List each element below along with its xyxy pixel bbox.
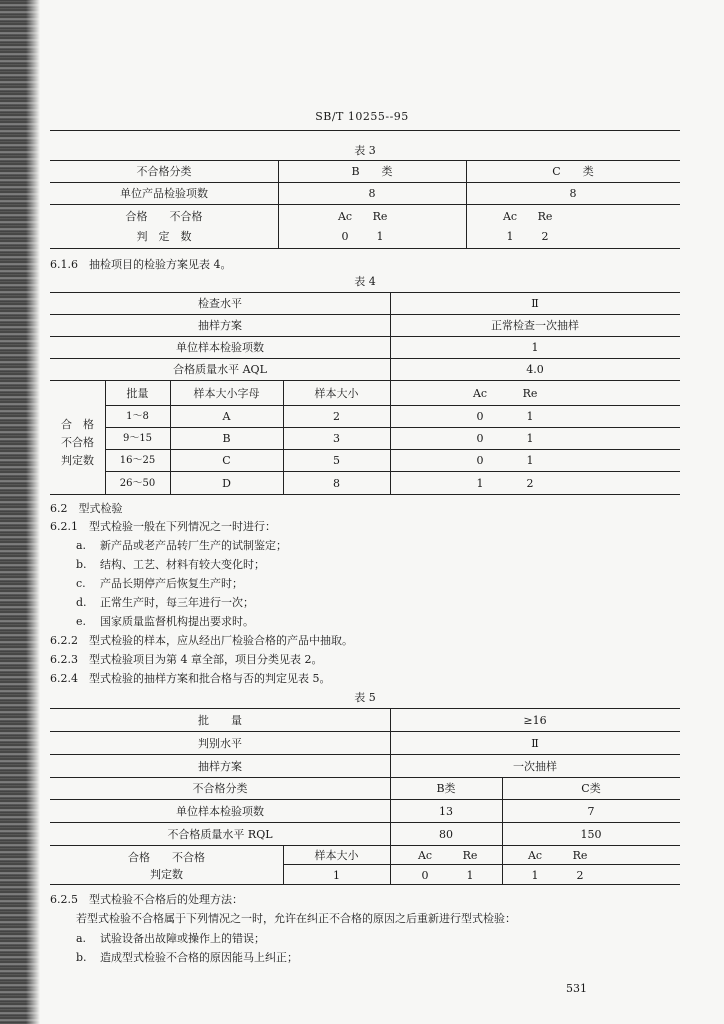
t4-row-2-size: 3 xyxy=(333,432,340,445)
t5-size-value: 1 xyxy=(333,869,340,882)
section-6-2-4: 6.2.4 型式检验的抽样方案和批合格与否的判定见表 5。 xyxy=(50,672,331,685)
item-6-2-1-c-mark: c. xyxy=(76,577,86,590)
t5-c-items: 7 xyxy=(587,805,595,818)
item-6-2-1-e-mark: e. xyxy=(76,615,87,628)
t4-row-1-letter: A xyxy=(222,410,231,423)
t3-c-ac: Ac xyxy=(502,210,518,223)
t4-head-size: 样本大小 xyxy=(314,387,359,400)
t5-c-re: Re xyxy=(572,849,588,862)
t5-b-category: B类 xyxy=(436,782,456,795)
t4-head-re: Re xyxy=(522,387,538,400)
t5-head-size: 样本大小 xyxy=(314,849,359,862)
t5-c-ac-value: 1 xyxy=(531,869,539,882)
item-6-2-5-a-mark: a. xyxy=(76,932,87,945)
item-6-2-5-b: 造成型式检验不合格的原因能马上纠正； xyxy=(100,951,298,964)
t4-value-aql: 4.0 xyxy=(526,363,544,376)
t5-value-plan: 一次抽样 xyxy=(513,760,557,773)
t3-label-items: 单位产品检验项数 xyxy=(120,187,208,200)
t3-b-head: B 类 xyxy=(351,165,393,178)
t4-row-3-batch: 16～25 xyxy=(119,455,156,466)
table-5-caption: 表 5 xyxy=(354,691,376,704)
item-6-2-1-d: 正常生产时，每三年进行一次； xyxy=(100,596,254,609)
section-6-2-3: 6.2.3 型式检验项目为第 4 章全部，项目分类见表 2。 xyxy=(50,653,323,666)
t4-head-letter: 样本大小字母 xyxy=(193,387,260,400)
table-3-caption: 表 3 xyxy=(354,144,376,157)
section-6-2-2: 6.2.2 型式检验的样本，应从经出厂检验合格的产品中抽取。 xyxy=(50,634,353,647)
t4-row-2-letter: B xyxy=(222,432,231,445)
t3-b-items: 8 xyxy=(368,187,376,200)
item-6-2-1-b-mark: b. xyxy=(76,558,87,571)
t4-row-3-re: 1 xyxy=(526,454,534,467)
t5-c-ac: Ac xyxy=(527,849,543,862)
t4-side-label-2: 不合格 xyxy=(61,436,94,449)
scan-binding-edge xyxy=(0,0,40,1024)
item-6-2-1-d-mark: d. xyxy=(76,596,87,609)
t3-label-judge: 判 定 数 xyxy=(136,230,192,243)
t3-c-re: Re xyxy=(537,210,553,223)
t4-row-1-re: 1 xyxy=(526,410,534,423)
t4-row-4-size: 8 xyxy=(333,477,340,490)
section-6-2-title: 6.2 型式检验 xyxy=(50,502,123,515)
t3-label-qualified: 合格 不合格 xyxy=(125,210,203,223)
t4-head-ac: Ac xyxy=(472,387,488,400)
page-number: 531 xyxy=(566,982,587,995)
t5-label-plan: 抽样方案 xyxy=(198,760,242,773)
t5-c-re-value: 2 xyxy=(576,869,584,882)
standard-code: SB/T 10255--95 xyxy=(315,110,409,123)
t3-b-ac: Ac xyxy=(337,210,353,223)
t4-value-inspection-level: Ⅱ xyxy=(531,297,539,310)
item-6-2-1-b: 结构、工艺、材料有较大变化时； xyxy=(100,558,265,571)
t3-b-re: Re xyxy=(372,210,388,223)
t5-value-batch: ≥16 xyxy=(523,714,547,727)
t3-c-head: C 类 xyxy=(552,165,594,178)
section-6-2-5-intro: 若型式检验不合格属于下列情况之一时，允许在纠正不合格的原因之后重新进行型式检验： xyxy=(76,912,516,925)
t4-row-2-re: 1 xyxy=(526,432,534,445)
t5-c-category: C类 xyxy=(581,782,601,795)
section-6-2-1: 6.2.1 型式检验一般在下列情况之一时进行： xyxy=(50,520,276,533)
t5-b-ac: Ac xyxy=(417,849,433,862)
t4-row-2-ac: 0 xyxy=(476,432,484,445)
t5-value-level: Ⅱ xyxy=(531,737,539,750)
t4-label-aql: 合格质量水平 AQL xyxy=(173,363,267,376)
t4-side-label-3: 判定数 xyxy=(61,454,94,467)
table-4-caption: 表 4 xyxy=(354,275,376,288)
t4-row-2-batch: 9～15 xyxy=(122,433,153,444)
t4-value-sampling-plan: 正常检查一次抽样 xyxy=(491,319,579,332)
t5-label-level: 判别水平 xyxy=(198,737,242,750)
t4-row-3-ac: 0 xyxy=(476,454,484,467)
t4-row-3-letter: C xyxy=(222,454,231,467)
t5-b-re-value: 1 xyxy=(466,869,474,882)
t5-b-re: Re xyxy=(462,849,478,862)
t5-label-judge: 判定数 xyxy=(150,868,183,881)
t5-label-qualified: 合格 不合格 xyxy=(128,851,205,864)
t5-label-category: 不合格分类 xyxy=(192,782,248,795)
item-6-2-1-c: 产品长期停产后恢复生产时； xyxy=(100,577,243,590)
t3-b-re-value: 1 xyxy=(376,230,384,243)
t3-c-items: 8 xyxy=(569,187,577,200)
t4-row-4-ac: 1 xyxy=(476,477,484,490)
t4-label-inspection-level: 检查水平 xyxy=(198,297,242,310)
section-6-2-5-title: 6.2.5 型式检验不合格后的处理方法： xyxy=(50,893,243,906)
t4-label-sampling-plan: 抽样方案 xyxy=(198,319,242,332)
t4-row-3-size: 5 xyxy=(333,454,340,467)
item-6-2-5-b-mark: b. xyxy=(76,951,87,964)
t4-row-4-letter: D xyxy=(222,477,231,490)
t4-head-batch: 批量 xyxy=(126,387,149,400)
t4-row-1-batch: 1～8 xyxy=(126,411,149,422)
t3-c-re-value: 2 xyxy=(541,230,549,243)
t4-row-4-batch: 26～50 xyxy=(119,478,156,489)
t5-b-rql: 80 xyxy=(439,828,453,841)
t3-label-category: 不合格分类 xyxy=(136,165,192,178)
t4-row-1-size: 2 xyxy=(333,410,340,423)
t5-b-ac-value: 0 xyxy=(421,869,429,882)
t4-row-1-ac: 0 xyxy=(476,410,484,423)
t3-b-ac-value: 0 xyxy=(341,230,349,243)
header-rule xyxy=(50,130,680,131)
item-6-2-1-a-mark: a. xyxy=(76,539,87,552)
t5-label-batch: 批 量 xyxy=(198,714,242,727)
t5-c-rql: 150 xyxy=(580,828,602,841)
t4-value-items: 1 xyxy=(531,341,539,354)
item-6-2-5-a: 试验设备出故障或操作上的错误； xyxy=(100,932,265,945)
t5-label-rql: 不合格质量水平 RQL xyxy=(167,828,273,841)
t4-label-items: 单位样本检验项数 xyxy=(176,341,264,354)
t4-row-4-re: 2 xyxy=(526,477,534,490)
t4-side-label-1: 合 格 xyxy=(61,418,94,431)
t5-b-items: 13 xyxy=(439,805,453,818)
item-6-2-1-a: 新产品或老产品转厂生产的试制鉴定； xyxy=(100,539,287,552)
item-6-2-1-e: 国家质量监督机构提出要求时。 xyxy=(100,615,254,628)
t3-c-ac-value: 1 xyxy=(506,230,514,243)
t5-label-items: 单位样本检验项数 xyxy=(176,805,264,818)
section-6-1-6: 6.1.6 抽检项目的检验方案见表 4。 xyxy=(50,258,232,271)
